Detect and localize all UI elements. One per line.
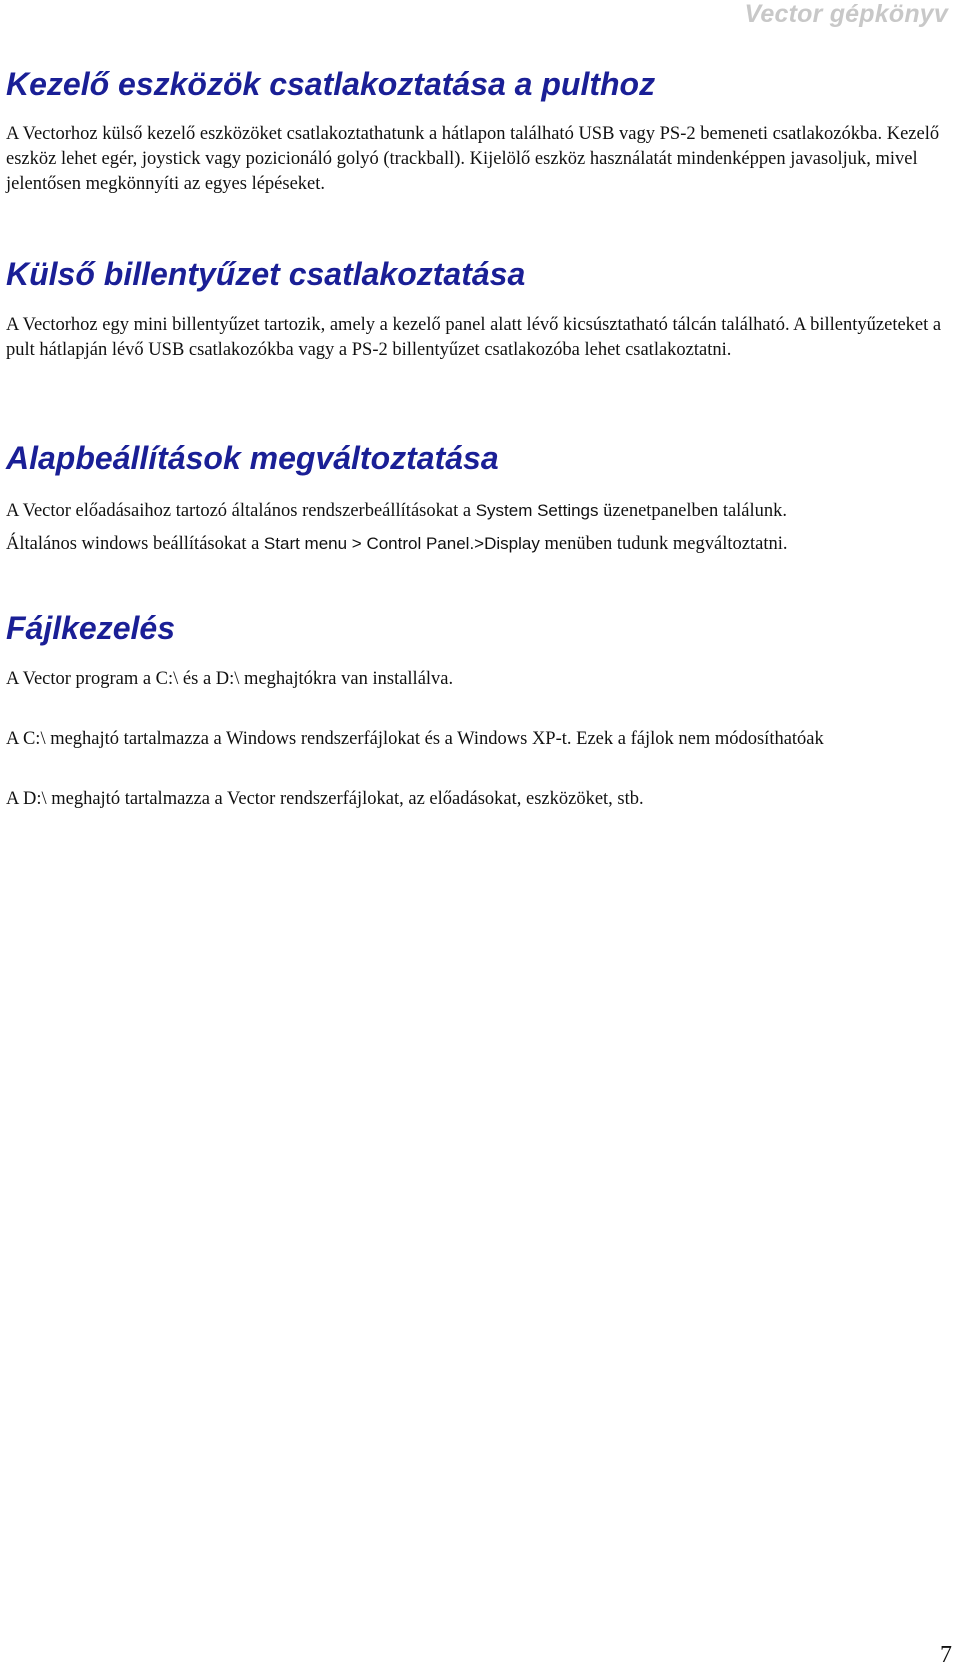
defaults-p1-text-before: A Vector előadásaihoz tartozó általános rendszerbeállításokat a <box>6 501 476 521</box>
section-title-keyboard: Külső billentyűzet csatlakoztatása <box>6 256 526 292</box>
system-settings-ui-label: System Settings <box>475 501 599 520</box>
control-panel-path-ui-label: Start menu > Control Panel.>Display <box>263 534 540 553</box>
page-number: 7 <box>940 1642 952 1668</box>
section-paragraph-defaults-1 <box>6 498 946 524</box>
section-paragraph-controllers: A Vectorhoz külső kezelő eszközöket csatlakoztathatunk a hátlapon található USB vagy PS-2 bemeneti csatlakozókba. Kezelő eszköz lehet egér, joystick vagy pozicionáló golyó (trackball). Kijelölő eszköz használatát mindenképpen javasoljuk, mivel jelentősen megkönnyíti az egyes lépéseket. <box>6 124 940 194</box>
defaults-p2-text-before: Általános windows beállításokat a <box>6 534 264 554</box>
section-paragraph-files-1: A Vector program a C:\ és a D:\ meghajtókra van installálva. <box>6 669 454 689</box>
defaults-p1-text-after: üzenetpanelben találunk. <box>598 501 788 521</box>
section-paragraph-defaults-2 <box>6 531 946 557</box>
section-title-defaults: Alapbeállítások megváltoztatása <box>6 440 499 476</box>
defaults-p2-text-after: menüben tudunk megváltoztatni. <box>539 534 788 554</box>
section-title-files: Fájlkezelés <box>6 610 175 646</box>
section-title-controllers: Kezelő eszközök csatlakoztatása a pulthoz <box>6 66 656 102</box>
section-paragraph-files-2: A C:\ meghajtó tartalmazza a Windows rendszerfájlokat és a Windows XP-t. Ezek a fájlok nem módosíthatóak <box>6 729 824 749</box>
section-paragraph-keyboard: A Vectorhoz egy mini billentyűzet tartozik, amely a kezelő panel alatt lévő kicsúsztatható tálcán található. A billentyűzeteket a pult hátlapján lévő USB csatlakozókba vagy a PS-2 billentyűzet csatlakozóba lehet csatlakoztatni. <box>6 315 942 360</box>
running-header-title: Vector gépkönyv <box>744 0 948 28</box>
section-paragraph-files-3: A D:\ meghajtó tartalmazza a Vector rendszerfájlokat, az előadásokat, eszközöket, stb. <box>6 789 644 809</box>
